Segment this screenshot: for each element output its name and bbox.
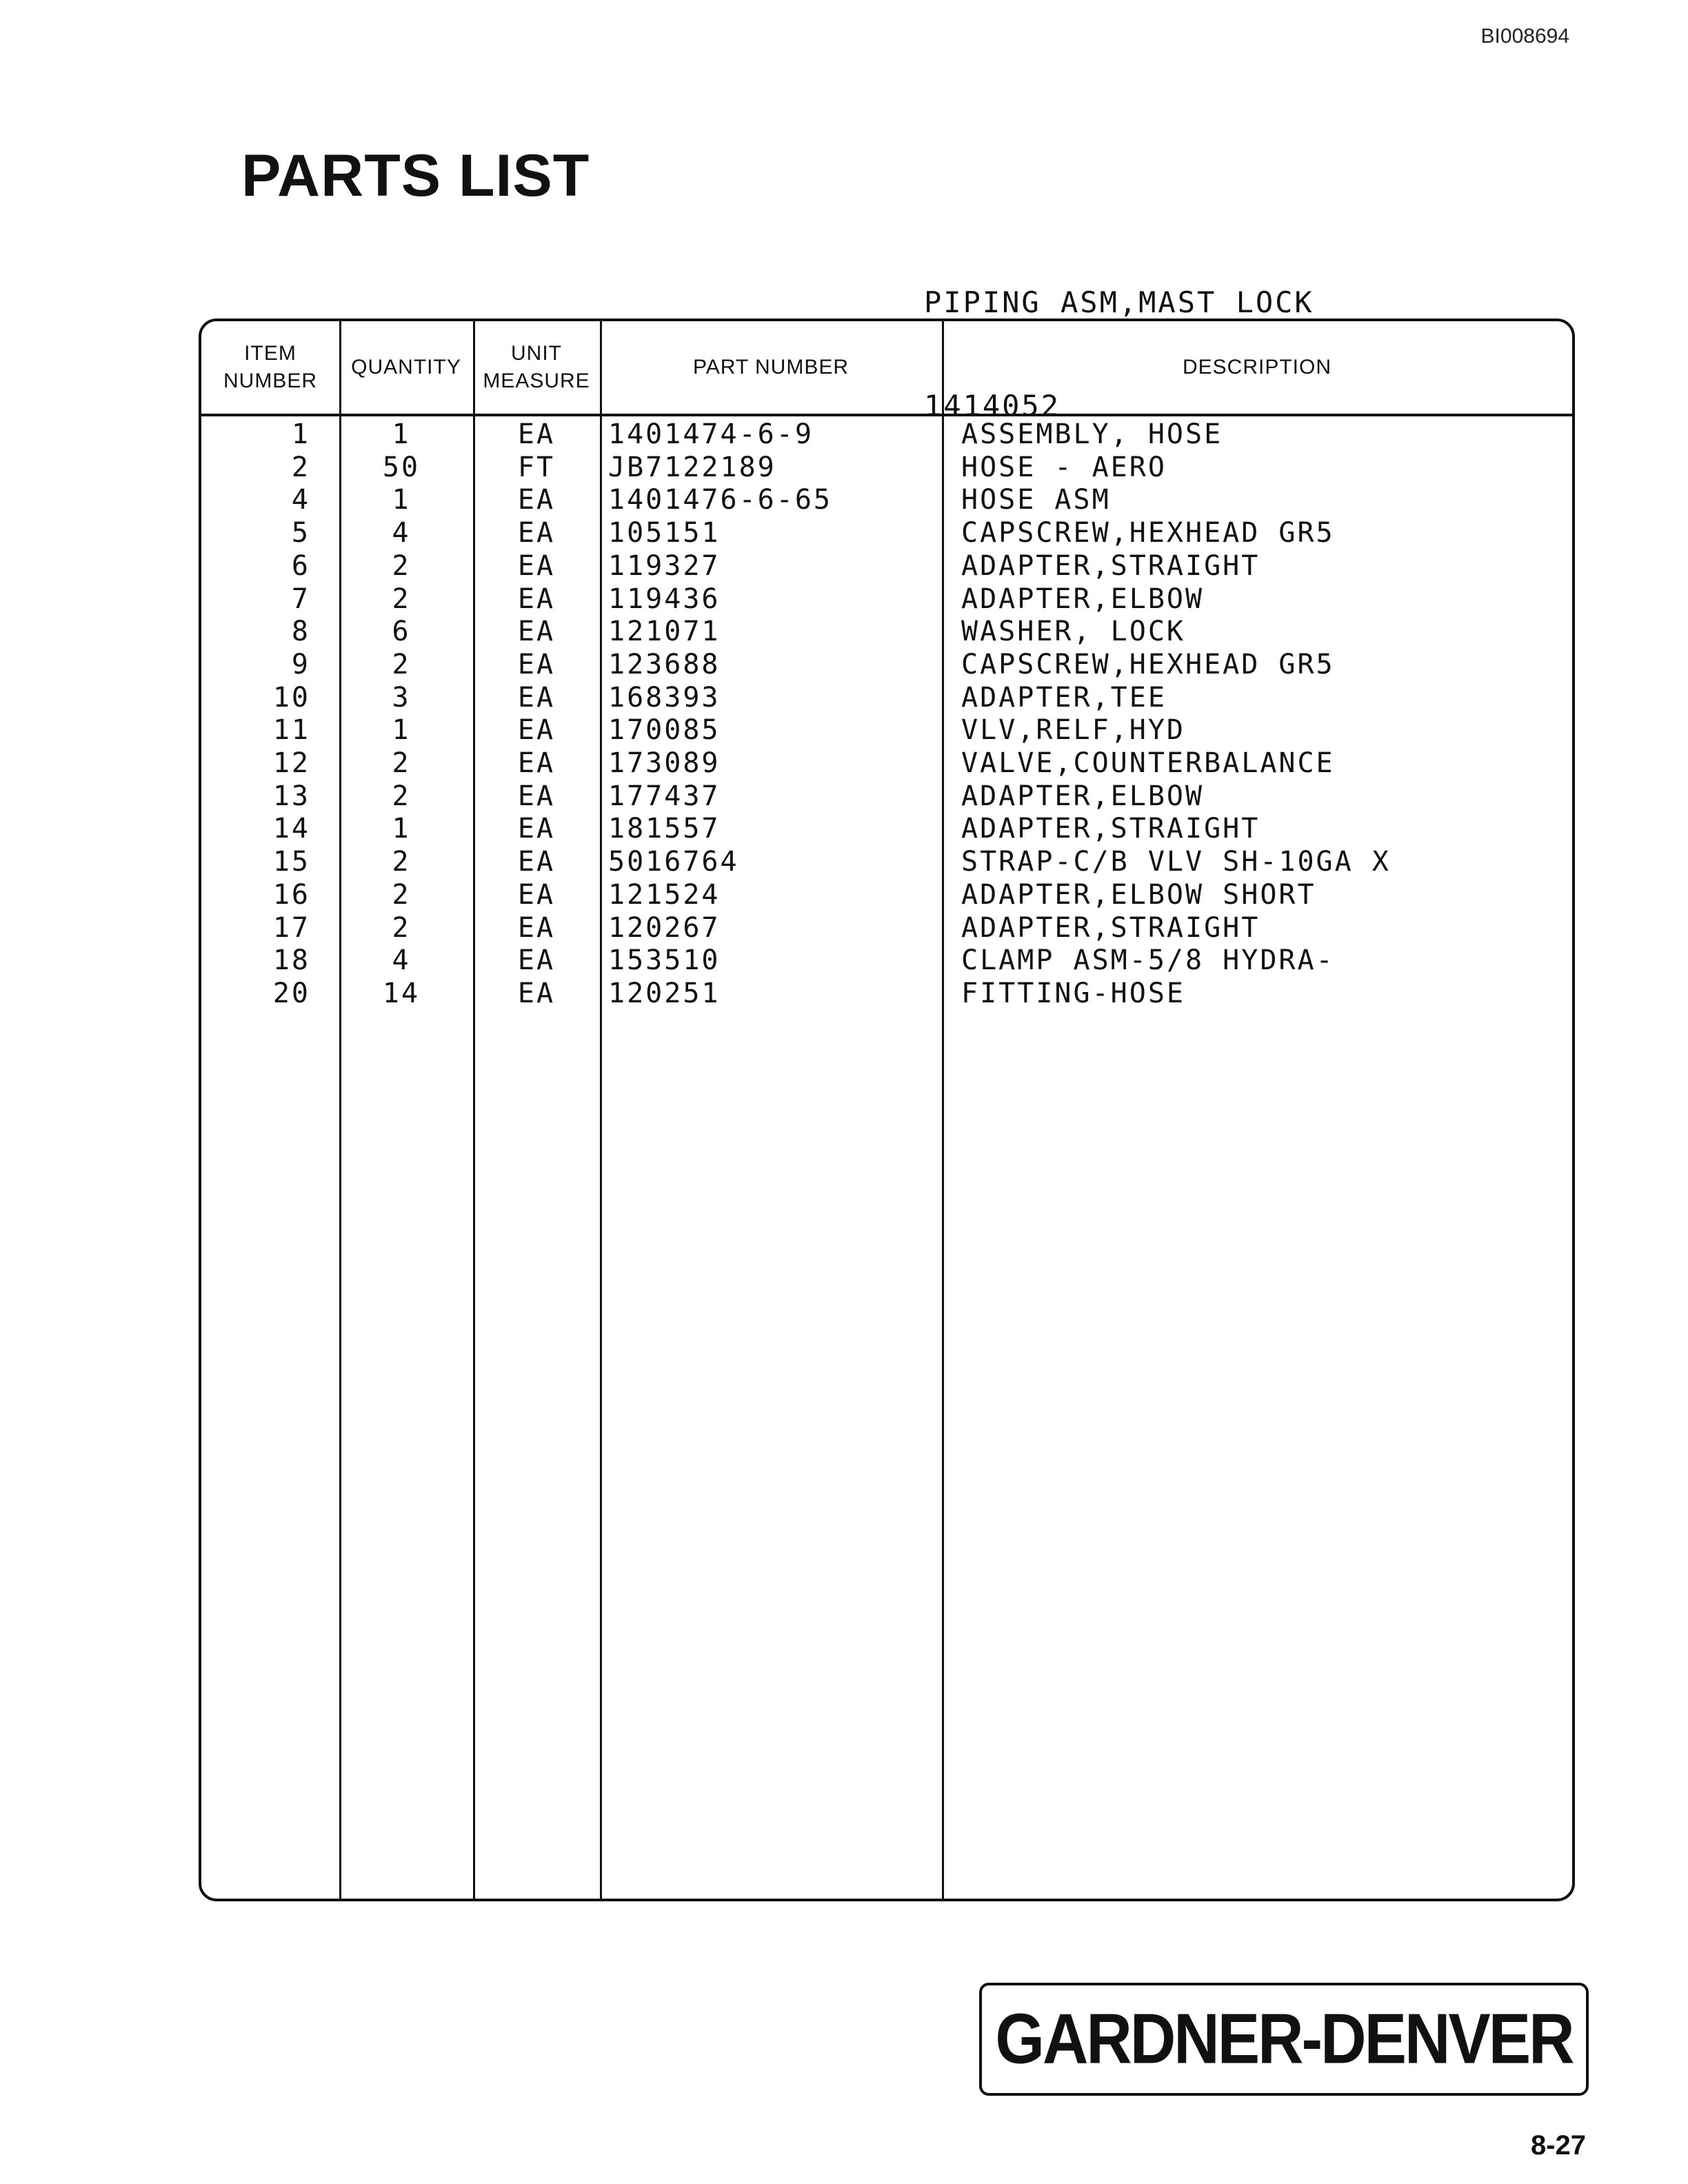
header-part-number-label: PART NUMBER (692, 356, 850, 378)
part-number-cell: 5016764 (608, 846, 739, 878)
table-row (201, 549, 1572, 583)
unit-measure-cell: EA (517, 846, 556, 878)
quantity-cell: 2 (392, 549, 411, 582)
unit-measure-cell: EA (517, 648, 556, 680)
part-number-cell: 1401476-6-65 (608, 484, 832, 516)
table-row (201, 516, 1572, 549)
table-row (201, 648, 1572, 681)
assembly-number: 1414052 (924, 389, 1061, 423)
unit-measure-cell: EA (517, 813, 556, 845)
item-number-cell: 7 (291, 583, 310, 615)
description-cell: STRAP-C/B VLV SH-10GA X (961, 846, 1391, 878)
header-description (942, 321, 1572, 414)
table-row (201, 845, 1572, 878)
unit-measure-cell: EA (517, 583, 556, 615)
table-row (201, 615, 1572, 648)
header-unit-measure (473, 321, 600, 414)
quantity-cell: 14 (382, 977, 421, 1009)
parts-table (199, 318, 1575, 1901)
part-number-cell: 153510 (608, 944, 721, 977)
item-number-cell: 12 (272, 747, 310, 779)
part-number-cell: 120251 (608, 977, 721, 1009)
quantity-cell: 4 (392, 944, 411, 977)
description-cell: ADAPTER,STRAIGHT (961, 911, 1260, 944)
header-quantity (339, 321, 473, 414)
unit-measure-cell: EA (517, 549, 556, 582)
table-row (201, 911, 1572, 944)
gardner-denver-logo (979, 1983, 1589, 2096)
table-row (201, 418, 1572, 451)
unit-measure-cell: EA (517, 911, 556, 944)
part-number-cell: 123688 (608, 648, 721, 680)
part-number-cell: 1401474-6-9 (608, 418, 814, 450)
item-number-cell: 15 (272, 846, 310, 878)
header-quantity-label: QUANTITY (351, 356, 461, 378)
quantity-cell: 6 (392, 616, 411, 648)
item-number-cell: 1 (291, 418, 310, 450)
item-number-cell: 13 (272, 780, 310, 812)
description-cell: CAPSCREW,HEXHEAD GR5 (961, 517, 1335, 549)
part-number-cell: 168393 (608, 681, 721, 714)
table-row (201, 681, 1572, 714)
description-cell: ADAPTER,ELBOW (961, 780, 1205, 812)
item-number-cell: 20 (272, 977, 310, 1009)
unit-measure-cell: EA (517, 517, 556, 549)
item-number-cell: 18 (272, 944, 310, 977)
page-number: 8-27 (1530, 2130, 1586, 2161)
description-cell: FITTING-HOSE (961, 977, 1185, 1009)
quantity-cell: 2 (392, 878, 411, 911)
header-item-line2: NUMBER (223, 370, 317, 392)
quantity-cell: 2 (392, 583, 411, 615)
part-number-cell: 119327 (608, 549, 721, 582)
description-cell: ADAPTER,ELBOW (961, 583, 1205, 615)
table-row (201, 944, 1572, 977)
part-number-cell: 120267 (608, 911, 721, 944)
document-id: BI008694 (1480, 25, 1569, 48)
item-number-cell: 16 (272, 878, 310, 911)
part-number-cell: 119436 (608, 583, 721, 615)
header-item-line1: ITEM (244, 342, 297, 365)
item-number-cell: 8 (291, 616, 310, 648)
item-number-cell: 10 (272, 681, 310, 714)
table-row (201, 451, 1572, 484)
quantity-cell: 1 (392, 484, 411, 516)
part-number-cell: 177437 (608, 780, 721, 812)
unit-measure-cell: EA (517, 977, 556, 1009)
description-cell: ADAPTER,ELBOW SHORT (961, 878, 1316, 911)
item-number-cell: 4 (291, 484, 310, 516)
quantity-cell: 4 (392, 517, 411, 549)
description-cell: HOSE ASM (961, 484, 1111, 516)
quantity-cell: 2 (392, 747, 411, 779)
part-number-cell: 181557 (608, 813, 721, 845)
description-cell: CAPSCREW,HEXHEAD GR5 (961, 648, 1335, 680)
unit-measure-cell: EA (517, 747, 556, 779)
description-cell: ADAPTER,TEE (961, 681, 1167, 714)
table-row (201, 483, 1572, 516)
logo-text: GARDNER-DENVER (995, 1999, 1573, 2079)
table-row (201, 780, 1572, 813)
header-part-number (600, 321, 942, 414)
part-number-cell: 173089 (608, 747, 721, 779)
header-item-number (201, 321, 339, 414)
description-cell: HOSE - AERO (961, 451, 1167, 483)
table-row (201, 977, 1572, 1010)
unit-measure-cell: EA (517, 714, 556, 747)
quantity-cell: 1 (392, 714, 411, 747)
header-unit-line2: MEASURE (483, 370, 590, 392)
part-number-cell: 121524 (608, 878, 721, 911)
item-number-cell: 6 (291, 549, 310, 582)
description-cell: VALVE,COUNTERBALANCE (961, 747, 1335, 779)
item-number-cell: 17 (272, 911, 310, 944)
description-cell: ADAPTER,STRAIGHT (961, 813, 1260, 845)
part-number-cell: JB7122189 (608, 451, 776, 483)
unit-measure-cell: FT (517, 451, 556, 483)
unit-measure-cell: EA (517, 780, 556, 812)
unit-measure-cell: EA (517, 878, 556, 911)
description-cell: ASSEMBLY, HOSE (961, 418, 1223, 450)
description-cell: CLAMP ASM-5/8 HYDRA- (961, 944, 1335, 977)
quantity-cell: 3 (392, 681, 411, 714)
quantity-cell: 2 (392, 846, 411, 878)
table-row (201, 812, 1572, 845)
table-row (201, 747, 1572, 780)
table-row (201, 714, 1572, 747)
item-number-cell: 9 (291, 648, 310, 680)
quantity-cell: 2 (392, 911, 411, 944)
assembly-name: PIPING ASM,MAST LOCK (924, 285, 1314, 319)
header-description-label: DESCRIPTION (1182, 356, 1332, 378)
item-number-cell: 5 (291, 517, 310, 549)
description-cell: VLV,RELF,HYD (961, 714, 1185, 747)
part-number-cell: 121071 (608, 616, 721, 648)
unit-measure-cell: EA (517, 616, 556, 648)
table-row (201, 878, 1572, 911)
item-number-cell: 14 (272, 813, 310, 845)
description-cell: WASHER, LOCK (961, 616, 1185, 648)
part-number-cell: 105151 (608, 517, 721, 549)
quantity-cell: 2 (392, 780, 411, 812)
quantity-cell: 2 (392, 648, 411, 680)
description-cell: ADAPTER,STRAIGHT (961, 549, 1260, 582)
unit-measure-cell: EA (517, 944, 556, 977)
quantity-cell: 50 (382, 451, 421, 483)
quantity-cell: 1 (392, 813, 411, 845)
table-row (201, 583, 1572, 616)
unit-measure-cell: EA (517, 484, 556, 516)
header-unit-line1: UNIT (510, 342, 562, 365)
item-number-cell: 2 (291, 451, 310, 483)
page-title: PARTS LIST (241, 143, 590, 209)
unit-measure-cell: EA (517, 418, 556, 450)
item-number-cell: 11 (272, 714, 310, 747)
unit-measure-cell: EA (517, 681, 556, 714)
quantity-cell: 1 (392, 418, 411, 450)
part-number-cell: 170085 (608, 714, 721, 747)
header-divider (201, 414, 1572, 416)
